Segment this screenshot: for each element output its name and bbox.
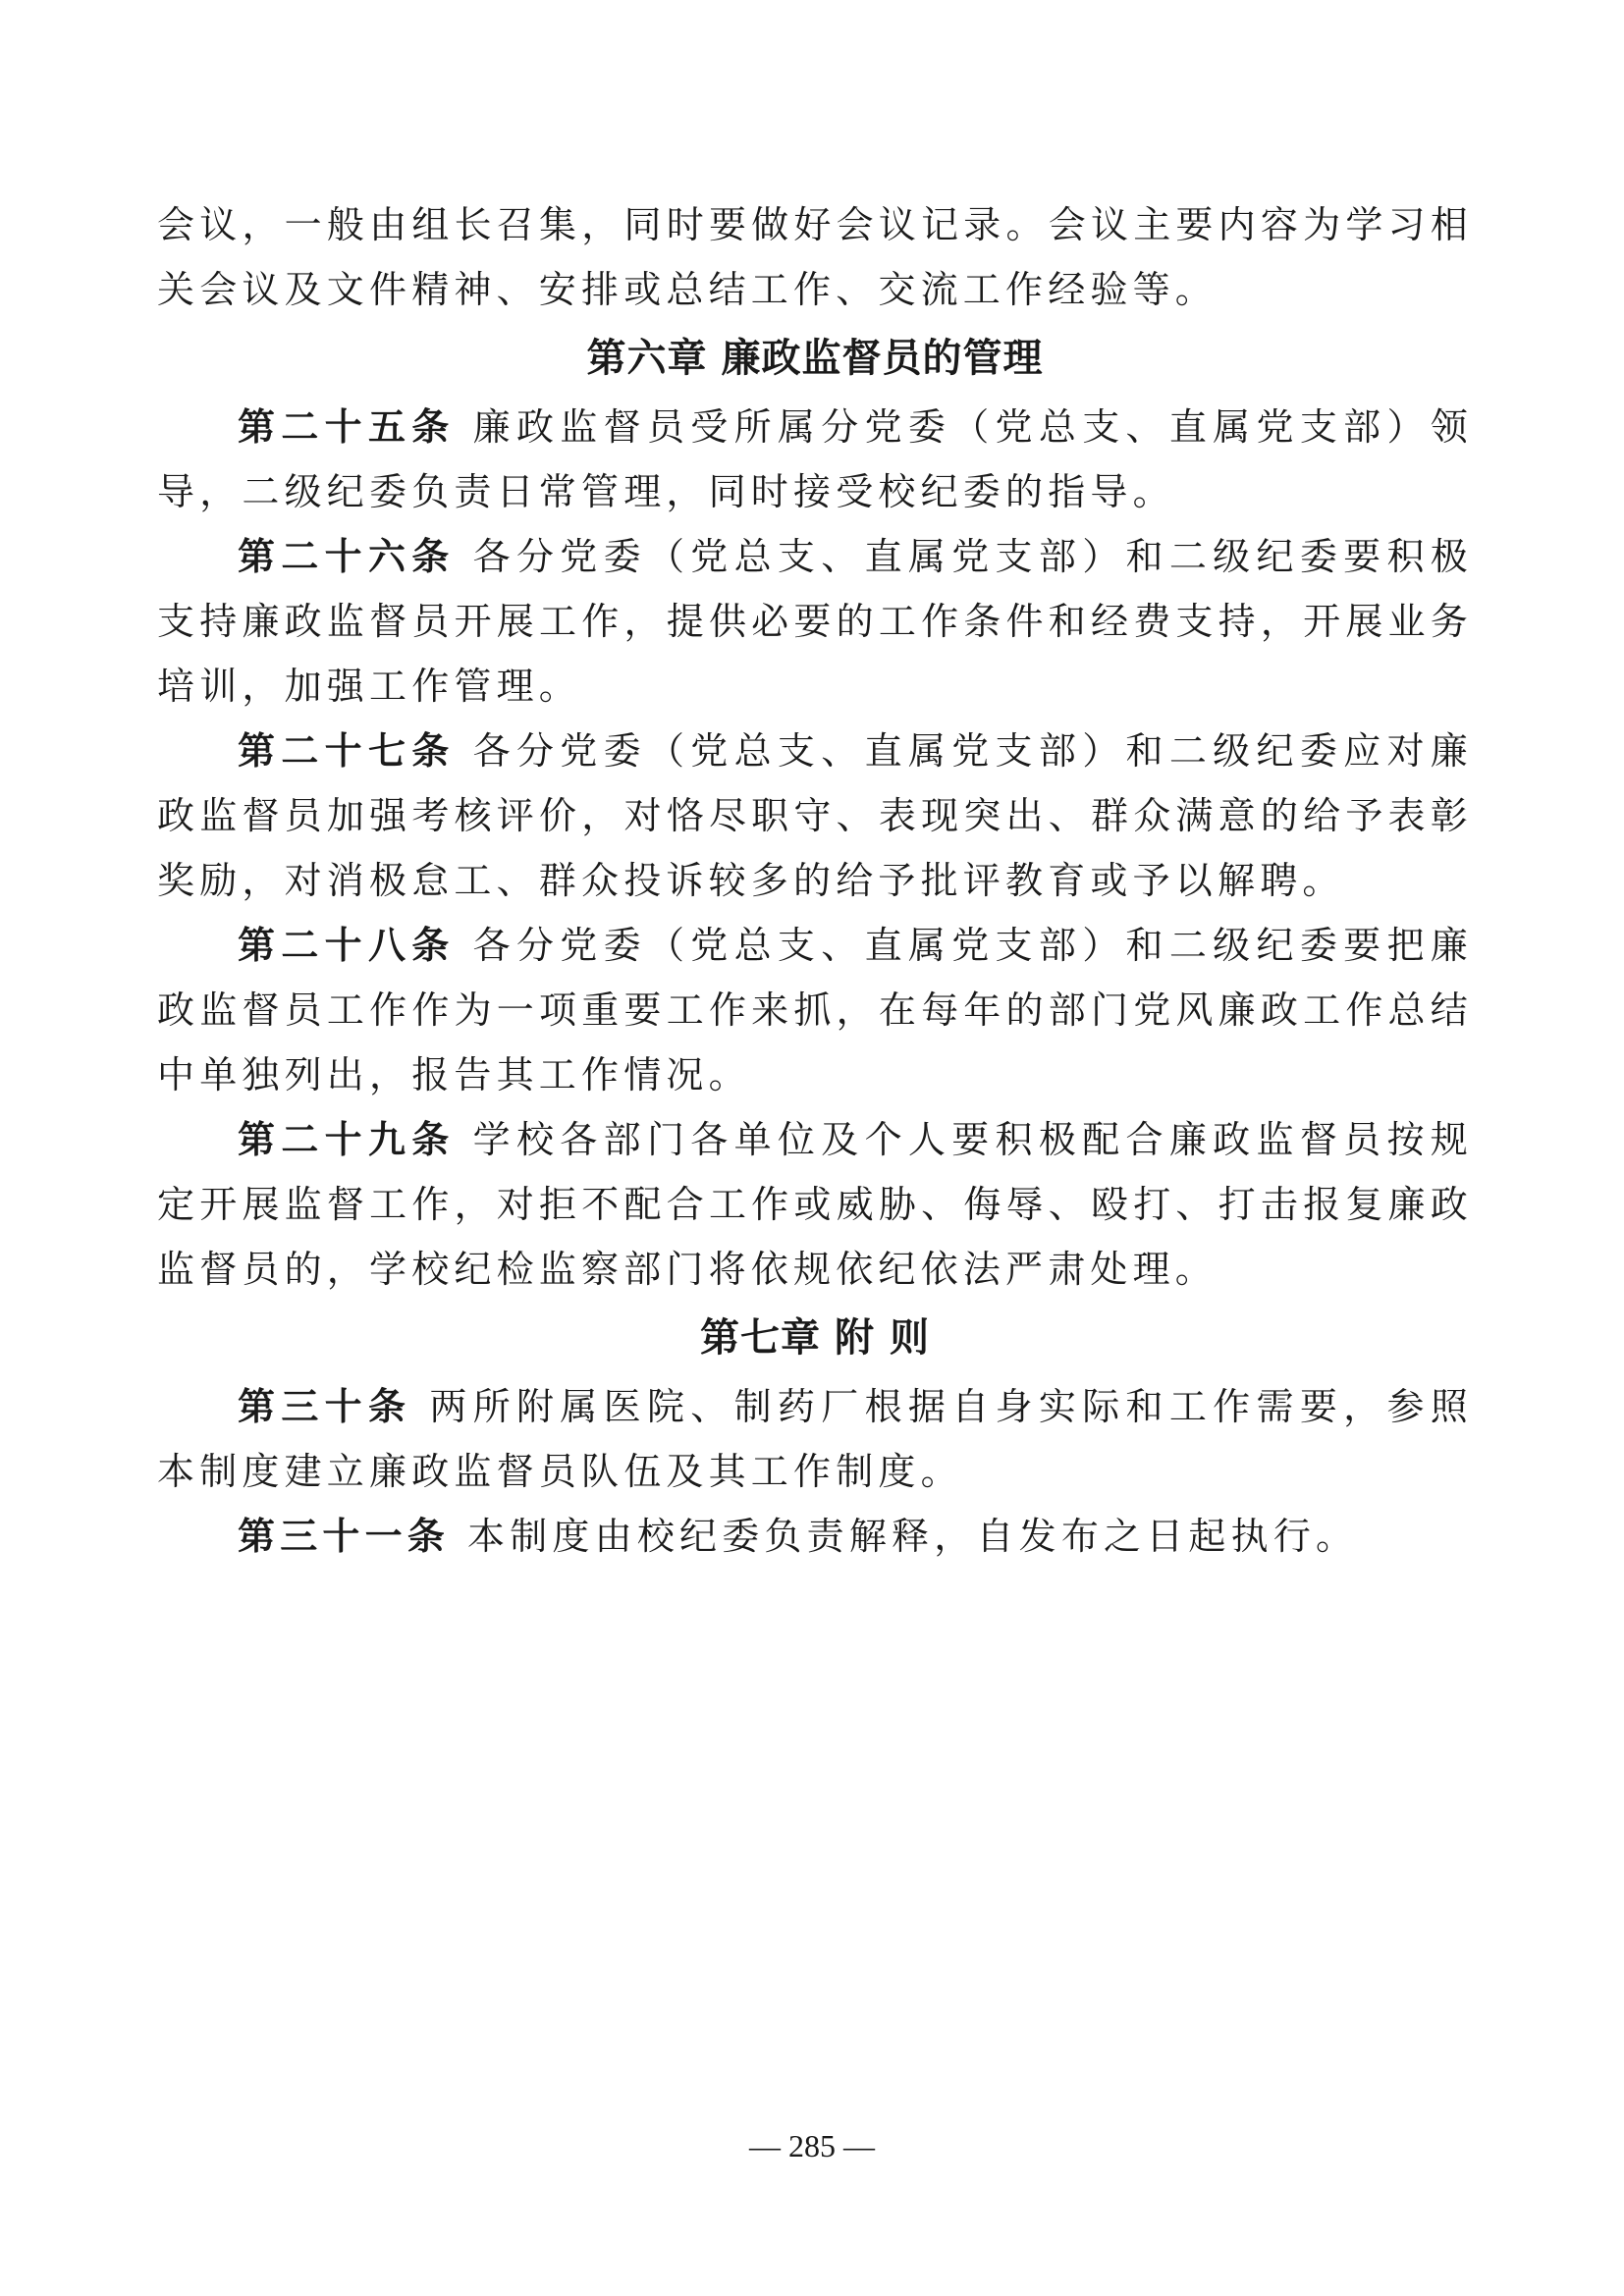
article-text: 本制度由校纪委负责解释，自发布之日起执行。: [467, 1515, 1359, 1558]
article-number: 第二十六条: [238, 535, 456, 578]
article-31: [157, 1504, 1473, 1569]
chapter-7-heading: [157, 1302, 1473, 1374]
article-number: 第三十条: [238, 1385, 412, 1428]
article-29: [157, 1107, 1473, 1302]
chapter-7-number: 第七章: [700, 1315, 822, 1361]
article-27: [157, 719, 1473, 913]
article-26: [157, 524, 1473, 719]
article-text: 学校各部门各单位及个人要积极配合廉政监督员按规定开展监督工作，对拒不配合工作或威胁、侮辱、殴打、打击报复廉政监督员的，学校纪检监察部门将依规依纪依法严肃处理。: [157, 1118, 1473, 1291]
intro-paragraph: 会议，一般由组长召集，同时要做好会议记录。会议主要内容为学习相关会议及文件精神、安排或总结工作、交流工作经验等。: [157, 203, 1473, 311]
article-30: [157, 1374, 1473, 1504]
article-text: 各分党委（党总支、直属党支部）和二级纪委要把廉政监督员工作作为一项重要工作来抓，在每年的部门党风廉政工作总结中单独列出，报告其工作情况。: [157, 924, 1473, 1096]
article-number: 第二十七条: [238, 729, 456, 773]
article-text: 各分党委（党总支、直属党支部）和二级纪委要积极支持廉政监督员开展工作，提供必要的工作条件和经费支持，开展业务培训，加强工作管理。: [157, 535, 1473, 708]
article-number: 第三十一条: [238, 1515, 451, 1558]
chapter-6-number: 第六章: [586, 336, 708, 381]
article-number: 第二十九条: [238, 1118, 456, 1161]
article-25: [157, 395, 1473, 524]
article-text: 各分党委（党总支、直属党支部）和二级纪委应对廉政监督员加强考核评价，对恪尽职守、表现突出、群众满意的给予表彰奖励，对消极怠工、群众投诉较多的给予批评教育或予以解聘。: [157, 729, 1473, 902]
article-number: 第二十八条: [238, 924, 456, 967]
article-28: [157, 913, 1473, 1107]
chapter-6-heading: [157, 322, 1473, 395]
chapter-6-title: 廉政监督员的管理: [721, 336, 1044, 381]
page-number: — 285 —: [749, 2128, 875, 2163]
article-text: 两所附属医院、制药厂根据自身实际和工作需要，参照本制度建立廉政监督员队伍及其工作制度。: [157, 1385, 1473, 1493]
article-text: 廉政监督员受所属分党委（党总支、直属党支部）领导，二级纪委负责日常管理，同时接受校纪委的指导。: [157, 405, 1473, 513]
article-number: 第二十五条: [238, 405, 456, 449]
chapter-7-title: 附 则: [835, 1315, 930, 1361]
document-body: [157, 192, 1473, 1569]
